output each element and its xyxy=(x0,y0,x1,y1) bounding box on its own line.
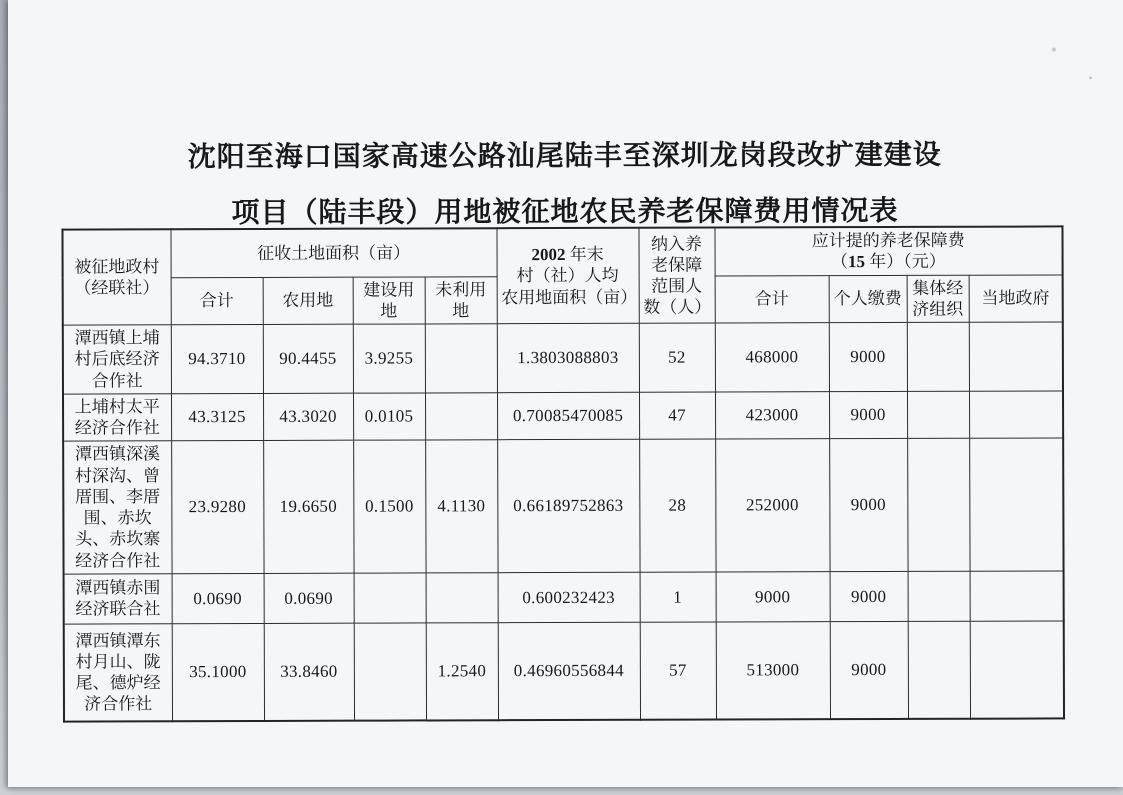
cell-construction xyxy=(354,573,426,623)
cell-individual: 9000 xyxy=(829,322,907,391)
cell-government xyxy=(969,322,1063,391)
cell-farmland: 33.8460 xyxy=(264,623,354,721)
header-farmland: 农用地 xyxy=(263,277,353,325)
cell-village: 潭西镇上埔村后底经济合作社 xyxy=(63,325,171,394)
cell-government xyxy=(969,391,1063,439)
cell-per-capita: 1.3803088803 xyxy=(497,323,639,392)
header-land-total: 合计 xyxy=(171,277,263,325)
cell-fee-total: 513000 xyxy=(716,621,830,719)
cell-village: 潭西镇深溪村深沟、曾厝围、李厝围、赤坎头、赤坎寨经济合作社 xyxy=(63,441,171,574)
cell-covered: 1 xyxy=(640,572,716,622)
cell-unused xyxy=(425,392,497,440)
header-covered-count: 纳入养老保障范围人数（人） xyxy=(638,228,714,324)
header-fee-group-line2 xyxy=(719,251,1058,273)
table-row xyxy=(63,438,1063,574)
cell-land-total: 23.9280 xyxy=(171,441,263,574)
scan-speck xyxy=(1089,76,1092,79)
header-collective-line1: 集体经 xyxy=(912,278,964,298)
cell-government xyxy=(970,621,1064,719)
header-row-groups xyxy=(62,226,1062,277)
cell-collective xyxy=(908,621,970,719)
cell-collective xyxy=(907,391,969,439)
cell-land-total: 94.3710 xyxy=(171,324,263,393)
cell-unused: 4.1130 xyxy=(425,440,497,573)
document-title-line2: 项目（陆丰段）用地被征地农民养老保障费用情况表 xyxy=(231,195,899,230)
header-fee-years: 15 xyxy=(847,252,865,272)
scanned-page xyxy=(8,0,1123,787)
cell-per-capita: 0.66189752863 xyxy=(497,440,639,573)
cell-farmland: 19.6650 xyxy=(263,440,353,573)
cell-government xyxy=(969,438,1063,571)
scan-content xyxy=(7,0,1123,789)
header-fee-close: 年）（元） xyxy=(864,252,946,272)
cell-fee-total: 423000 xyxy=(715,391,829,439)
cell-government xyxy=(970,571,1064,621)
cell-unused xyxy=(425,324,497,393)
cell-farmland: 0.0690 xyxy=(264,573,354,623)
cell-covered: 57 xyxy=(640,622,716,720)
table-row xyxy=(64,571,1064,624)
cell-construction: 3.9255 xyxy=(353,324,425,393)
cell-unused xyxy=(426,572,498,622)
cell-farmland: 43.3020 xyxy=(263,393,353,441)
header-per-capita-line3: 农用地面积（亩） xyxy=(501,287,638,307)
cell-farmland: 90.4455 xyxy=(263,324,353,393)
scan-speck xyxy=(1052,47,1056,51)
cell-village: 潭西镇潭东村月山、陇尾、德炉经济合作社 xyxy=(64,623,172,721)
header-per-capita xyxy=(496,228,638,324)
cell-collective xyxy=(908,571,970,621)
header-per-capita-line2: 村（社）人均 xyxy=(516,266,619,286)
cell-land-total: 0.0690 xyxy=(172,573,264,623)
table-row xyxy=(63,391,1063,442)
header-unused: 未利用地 xyxy=(425,276,497,324)
header-fee-group xyxy=(714,226,1062,275)
header-fee-group-line1: 应计提的养老保障费 xyxy=(811,230,965,251)
document-title-line1: 沈阳至海口国家高速公路汕尾陆丰至深圳龙岗段改扩建建设 xyxy=(187,139,942,174)
header-village-line1: 被征地政村 xyxy=(74,257,160,277)
header-collective-line2: 济组织 xyxy=(912,299,964,319)
header-per-capita-year: 2002 xyxy=(531,245,566,265)
cell-construction: 0.1500 xyxy=(353,440,425,573)
table-row xyxy=(63,322,1063,394)
cell-individual: 9000 xyxy=(830,571,908,621)
cell-land-total: 43.3125 xyxy=(171,393,263,441)
header-individual: 个人缴费 xyxy=(829,275,907,323)
header-collective xyxy=(907,275,969,323)
cell-individual: 9000 xyxy=(830,621,908,719)
cell-covered: 52 xyxy=(639,323,715,392)
cell-unused: 1.2540 xyxy=(426,622,498,720)
cell-covered: 28 xyxy=(639,439,715,572)
header-village xyxy=(62,229,170,325)
cell-collective xyxy=(907,322,969,391)
cell-fee-total: 9000 xyxy=(716,571,830,621)
pension-fee-table xyxy=(61,225,1065,722)
cell-fee-total: 252000 xyxy=(715,439,829,572)
cell-per-capita: 0.600232423 xyxy=(498,572,640,622)
header-village-line2: （经联社） xyxy=(74,278,160,298)
cell-land-total: 35.1000 xyxy=(172,623,264,721)
cell-village: 潭西镇赤围经济联合社 xyxy=(64,573,172,623)
header-land-group: 征收土地面积（亩） xyxy=(170,228,496,277)
cell-village: 上埔村太平经济合作社 xyxy=(63,393,171,441)
header-government: 当地政府 xyxy=(969,274,1063,322)
cell-per-capita: 0.46960556844 xyxy=(498,622,640,720)
cell-fee-total: 468000 xyxy=(715,323,829,392)
header-fee-open-paren: （ xyxy=(830,252,848,272)
header-per-capita-year-rest: 年末 xyxy=(565,245,604,265)
header-construction: 建设用地 xyxy=(353,276,425,324)
cell-individual: 9000 xyxy=(829,391,907,439)
cell-per-capita: 0.70085470085 xyxy=(497,392,639,440)
cell-collective xyxy=(907,438,969,571)
cell-individual: 9000 xyxy=(829,439,907,572)
cell-construction xyxy=(354,623,426,721)
cell-covered: 47 xyxy=(639,392,715,440)
table-row xyxy=(64,621,1064,722)
header-fee-total: 合计 xyxy=(715,275,829,323)
cell-construction: 0.0105 xyxy=(353,393,425,441)
header-per-capita-line1 xyxy=(501,244,634,266)
